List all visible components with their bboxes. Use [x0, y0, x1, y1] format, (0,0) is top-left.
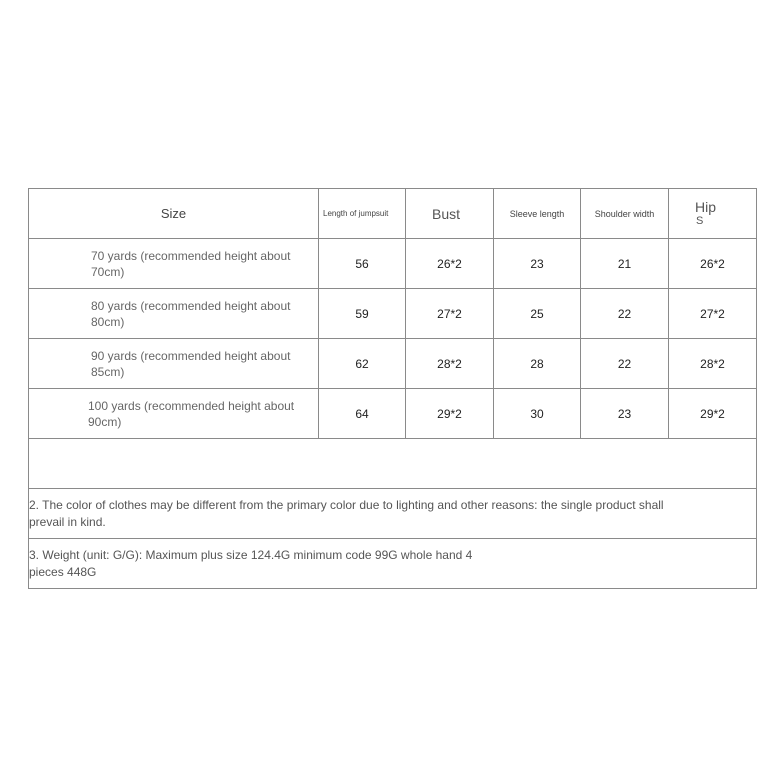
row-shoulder: 21	[581, 239, 669, 289]
header-hip	[669, 189, 757, 239]
header-hip-label: Hip	[695, 198, 717, 215]
row-bust: 28*2	[406, 339, 494, 389]
header-shoulder-width: Shoulder width	[581, 189, 669, 239]
row-shoulder: 22	[581, 289, 669, 339]
note-3	[29, 539, 757, 589]
header-size: Size	[29, 189, 319, 239]
row-sleeve: 25	[494, 289, 581, 339]
note-row-3	[29, 539, 757, 589]
row-length: 64	[319, 389, 406, 439]
row-shoulder: 23	[581, 389, 669, 439]
note-row-1	[29, 439, 757, 489]
row-size: 70 yards (recommended height about 70cm)	[29, 239, 319, 289]
row-hip: 27*2	[669, 289, 757, 339]
note-2-text: 2. The color of clothes may be different from the primary color due to lighting and other reasons: the single product shall prevail in kind.	[29, 497, 664, 529]
row-size: 100 yards (recommended height about 90cm)	[29, 389, 319, 439]
row-sleeve: 30	[494, 389, 581, 439]
row-bust: 26*2	[406, 239, 494, 289]
row-hip: 28*2	[669, 339, 757, 389]
row-length: 56	[319, 239, 406, 289]
row-bust: 27*2	[406, 289, 494, 339]
table-row	[29, 389, 757, 439]
note-2	[29, 489, 757, 539]
note-row-2	[29, 489, 757, 539]
table-header-row	[29, 189, 757, 239]
row-sleeve: 28	[494, 339, 581, 389]
row-size: 80 yards (recommended height about 80cm)	[29, 289, 319, 339]
row-hip: 26*2	[669, 239, 757, 289]
row-size: 90 yards (recommended height about 85cm)	[29, 339, 319, 389]
row-sleeve: 23	[494, 239, 581, 289]
size-chart-table	[28, 188, 757, 589]
table-row	[29, 339, 757, 389]
row-length: 59	[319, 289, 406, 339]
note-1	[29, 439, 757, 489]
table-row	[29, 289, 757, 339]
row-shoulder: 22	[581, 339, 669, 389]
header-bust: Bust	[406, 189, 494, 239]
header-length: Length of jumpsuit	[319, 189, 406, 239]
header-sleeve-length: Sleeve length	[494, 189, 581, 239]
row-bust: 29*2	[406, 389, 494, 439]
header-hip-sub: S	[696, 214, 704, 227]
row-hip: 29*2	[669, 389, 757, 439]
row-length: 62	[319, 339, 406, 389]
table-row	[29, 239, 757, 289]
note-3-text: 3. Weight (unit: G/G): Maximum plus size 124.4G minimum code 99G whole hand 4 pieces 448G	[29, 547, 473, 579]
